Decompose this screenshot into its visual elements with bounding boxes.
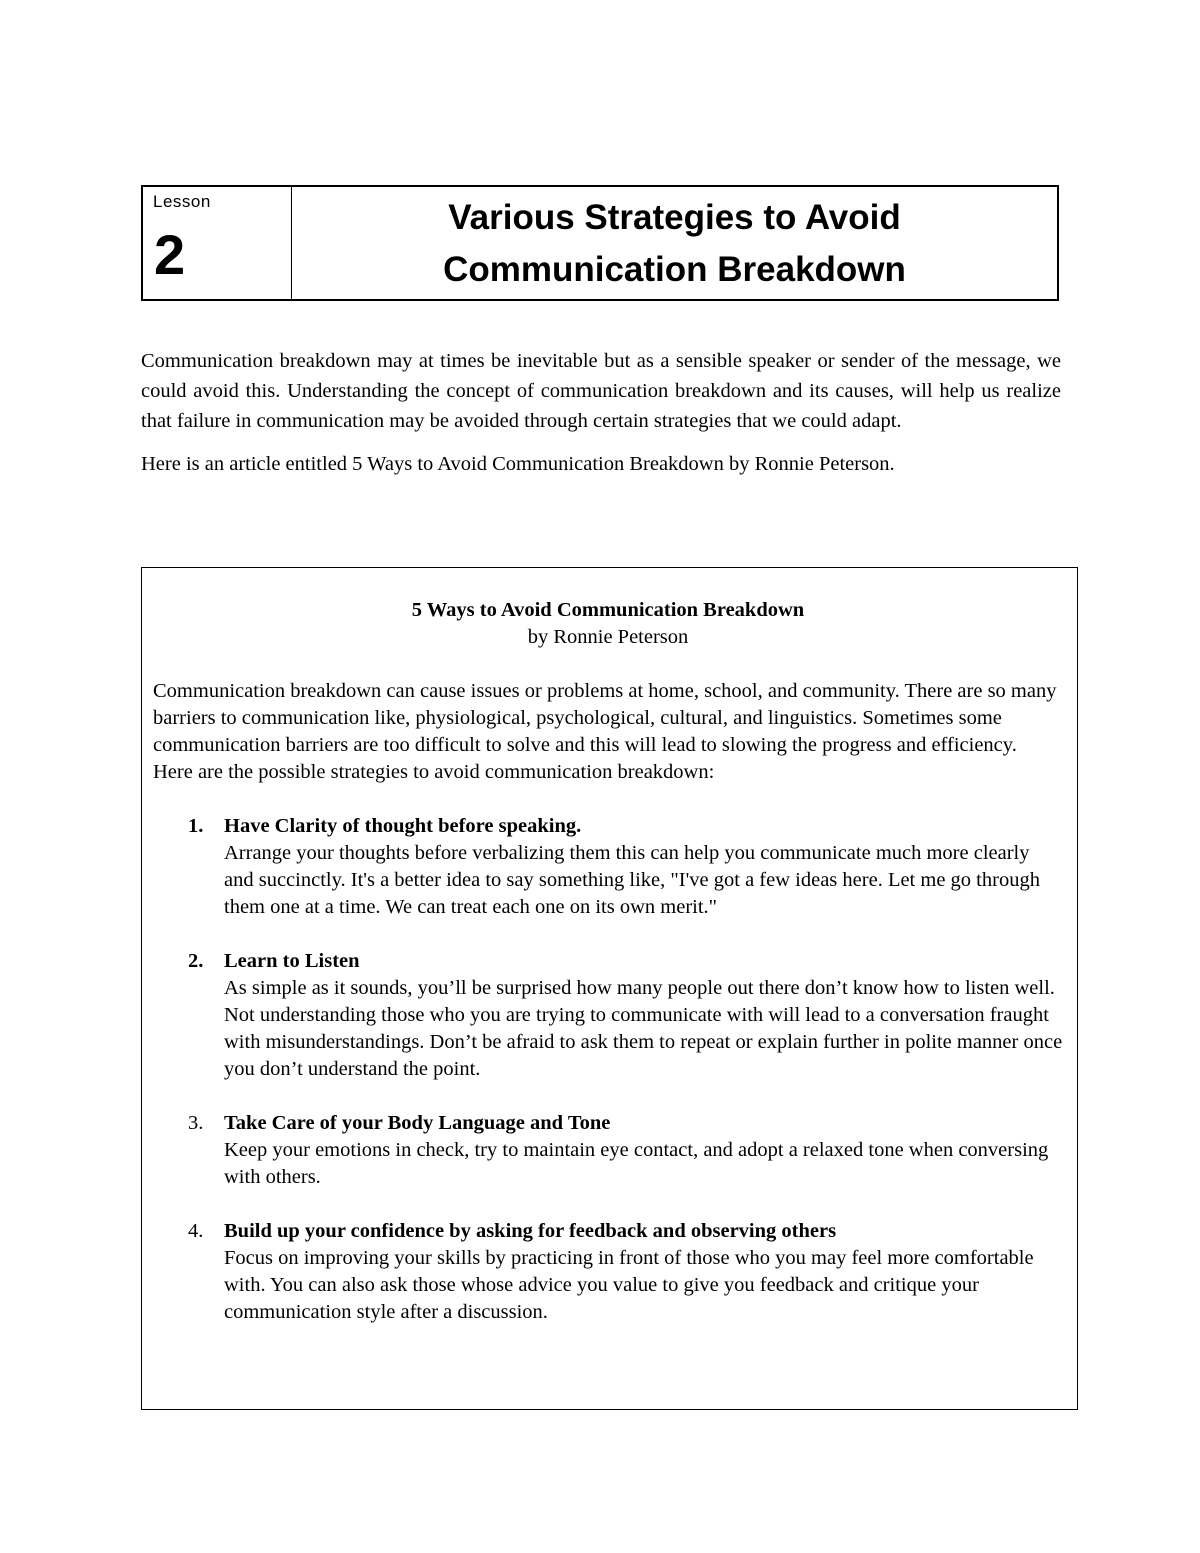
strategy-number: 3. (188, 1112, 204, 1134)
lesson-label: Lesson (153, 192, 211, 211)
strategy-number: 2. (188, 950, 204, 972)
strategy-body: Focus on improving your skills by practicing in front of those who you may feel more comfortable with. You can also ask those whose advice you value to give you feedback and critique your communication style after a discussion. (224, 1247, 1034, 1323)
lesson-number-cell (143, 187, 292, 299)
intro-article-reference: Here is an article entitled 5 Ways to Avoid Communication Breakdown by Ronnie Peterson. (141, 453, 895, 475)
lesson-title-line-2: Communication Breakdown (443, 250, 906, 289)
strategy-number: 1. (188, 815, 204, 837)
lesson-number: 2 (154, 223, 186, 286)
lesson-title (292, 187, 1057, 299)
lesson-title-line-1: Various Strategies to Avoid (448, 198, 901, 237)
article-lead-in: Here are the possible strategies to avoid communication breakdown: (153, 761, 715, 783)
intro-paragraph: Communication breakdown may at times be inevitable but as a sensible speaker or sender of the message, we could avoid this. Understanding the concept of communication breakdown and its causes, will help us realize that failure in communication may be avoided through certain strategies that we could adapt. (141, 350, 1061, 432)
strategy-item (153, 1218, 1063, 1326)
strategy-item (153, 1110, 1063, 1191)
strategy-number: 4. (188, 1220, 204, 1242)
article-paragraph: Communication breakdown can cause issues or problems at home, school, and community. There are so many barriers to communication like, physiological, psychological, cultural, and linguistics. Sometimes some communication barriers are too difficult to solve and this will lead to slowing the progress and efficiency. (153, 680, 1057, 756)
article-byline: by Ronnie Peterson (527, 626, 689, 648)
strategy-list (153, 813, 1063, 1326)
intro-section (141, 346, 1061, 492)
article-box (141, 567, 1078, 1410)
strategy-item (153, 948, 1063, 1083)
strategy-body: Keep your emotions in check, try to maintain eye contact, and adopt a relaxed tone when conversing with others. (224, 1139, 1049, 1188)
strategy-heading: Take Care of your Body Language and Tone (224, 1112, 611, 1134)
strategy-body: Arrange your thoughts before verbalizing them this can help you communicate much more clearly and succinctly. It's a better idea to say something like, "I've got a few ideas here. Let me go through them one at a time. We can treat each one on its own merit." (224, 842, 1040, 918)
strategy-item (153, 813, 1063, 921)
lesson-header (141, 185, 1059, 301)
strategy-body: As simple as it sounds, you’ll be surprised how many people out there don’t know how to listen well. Not understanding those who you are trying to communicate with will lead to a conversation fraught with misunderstandings. Don’t be afraid to ask them to repeat or explain further in polite manner once you don’t understand the point. (224, 977, 1063, 1080)
strategy-heading: Have Clarity of thought before speaking. (224, 815, 582, 837)
strategy-heading: Learn to Listen (224, 950, 360, 972)
strategy-heading: Build up your confidence by asking for feedback and observing others (224, 1220, 837, 1242)
article-title: 5 Ways to Avoid Communication Breakdown (411, 599, 805, 621)
